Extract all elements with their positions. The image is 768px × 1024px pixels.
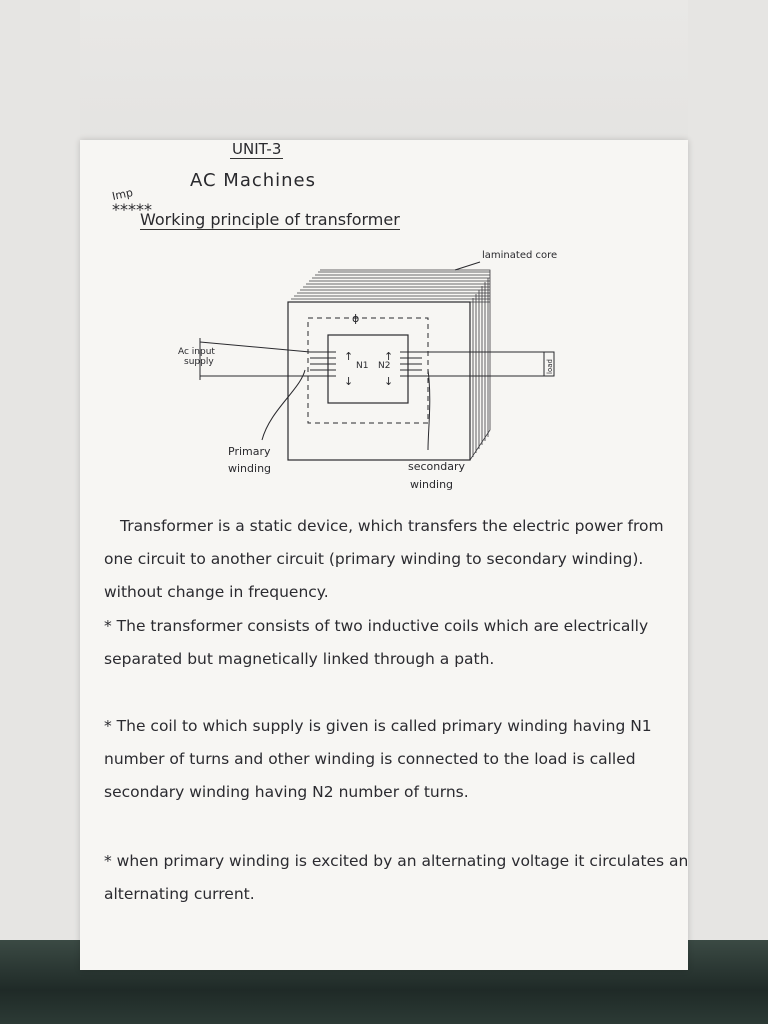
- secondary-coil: [400, 352, 422, 376]
- background-left: [0, 0, 80, 1024]
- load-label: load: [546, 359, 554, 374]
- importance-stars: *****: [112, 200, 152, 219]
- laminated-core-pointer: [455, 262, 480, 270]
- primary-coil: [310, 352, 336, 376]
- input-label-line2: supply: [184, 357, 214, 367]
- background-top: [0, 0, 768, 150]
- flux-symbol: ϕ: [352, 312, 360, 325]
- note-paragraph-2: * The transformer consists of two inductive coils which are electrically separated but magnetically linked through a path.: [104, 617, 649, 668]
- arrow-up-2: ↑: [384, 350, 394, 363]
- arrow-down-1: ↓: [344, 375, 354, 388]
- topic-title: Working principle of transformer: [140, 210, 400, 229]
- input-label-line1: Ac input: [178, 347, 215, 357]
- secondary-label-line1: secondary: [408, 460, 466, 473]
- note-paragraph-3: * The coil to which supply is given is called primary winding having N1 number of turns and other winding is connected to the load is called secondary winding having N2 number of turns.: [104, 717, 652, 801]
- transformer-diagram: [160, 240, 640, 510]
- unit-title: UNIT-3: [232, 140, 282, 158]
- laminated-core-label: laminated core: [482, 250, 558, 261]
- n2-label: N2: [378, 361, 391, 371]
- notebook-page: [80, 140, 688, 970]
- core-outline: [288, 302, 470, 460]
- note-paragraph-4: * when primary winding is excited by an alternating voltage it circulates an alternating current.: [104, 852, 689, 903]
- page-heading: AC Machines: [190, 170, 317, 191]
- background-right: [688, 0, 768, 1024]
- supply-leads: [200, 338, 310, 380]
- note-paragraph-1: Transformer is a static device, which transfers the electric power from one circuit to another circuit (primary winding to secondary winding). without change in frequency.: [104, 517, 664, 601]
- primary-label-line1: Primary: [228, 445, 271, 458]
- secondary-label-line2: winding: [410, 478, 454, 491]
- n1-label: N1: [356, 361, 369, 371]
- primary-pointer: [262, 370, 305, 440]
- arrow-up-1: ↑: [344, 350, 354, 363]
- imp-note: Imp: [110, 185, 135, 204]
- arrow-down-2: ↓: [384, 375, 394, 388]
- primary-label-line2: winding: [228, 462, 272, 475]
